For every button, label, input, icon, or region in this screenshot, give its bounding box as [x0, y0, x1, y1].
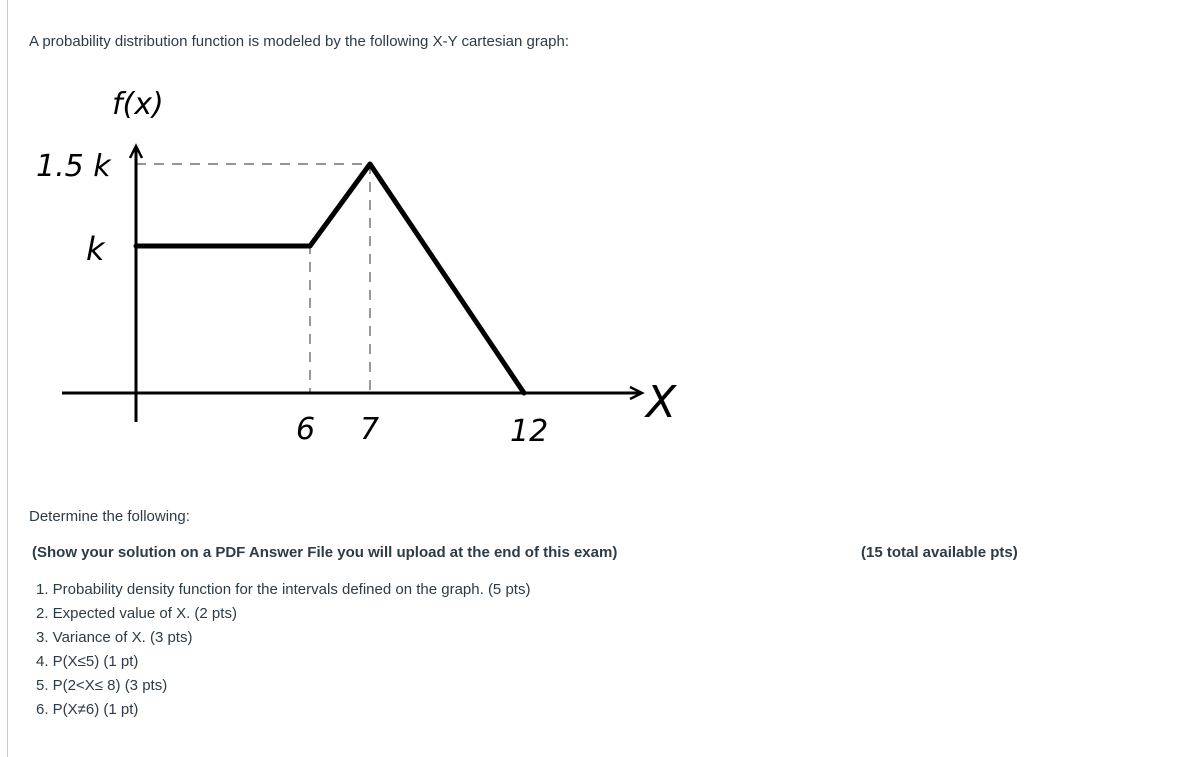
list-item: 6. P(X≠6) (1 pt): [36, 701, 139, 718]
list-item: 2. Expected value of X. (2 pts): [36, 605, 237, 622]
list-item: 4. P(X≤5) (1 pt): [36, 653, 139, 670]
total-points: (15 total available pts): [861, 544, 1018, 561]
y-axis-label: f(x): [112, 87, 164, 122]
list-item: 3. Variance of X. (3 pts): [36, 629, 193, 646]
x-axis-label: X: [646, 377, 677, 428]
x-tick-12: 12: [510, 414, 549, 449]
task-list: [36, 578, 530, 722]
pdf-graph: [28, 66, 708, 456]
question-intro: A probability distribution function is modeled by the following X-Y cartesian graph:: [29, 33, 570, 50]
list-item: 5. P(2<X≤ 8) (3 pts): [36, 677, 168, 694]
pdf-graph-svg: [28, 66, 708, 456]
y-tick-1-5k: 1.5 k: [36, 149, 111, 184]
density-curve: [136, 164, 524, 393]
content-left-border: [7, 0, 8, 757]
upload-instruction: (Show your solution on a PDF Answer File you will upload at the end of this exam): [32, 544, 618, 561]
list-item: 1. Probability density function for the intervals defined on the graph. (5 pts): [36, 581, 531, 598]
x-tick-6: 6: [296, 412, 316, 447]
x-tick-7: 7: [360, 412, 380, 447]
determine-heading: Determine the following:: [29, 508, 190, 525]
y-tick-k: k: [86, 230, 105, 268]
